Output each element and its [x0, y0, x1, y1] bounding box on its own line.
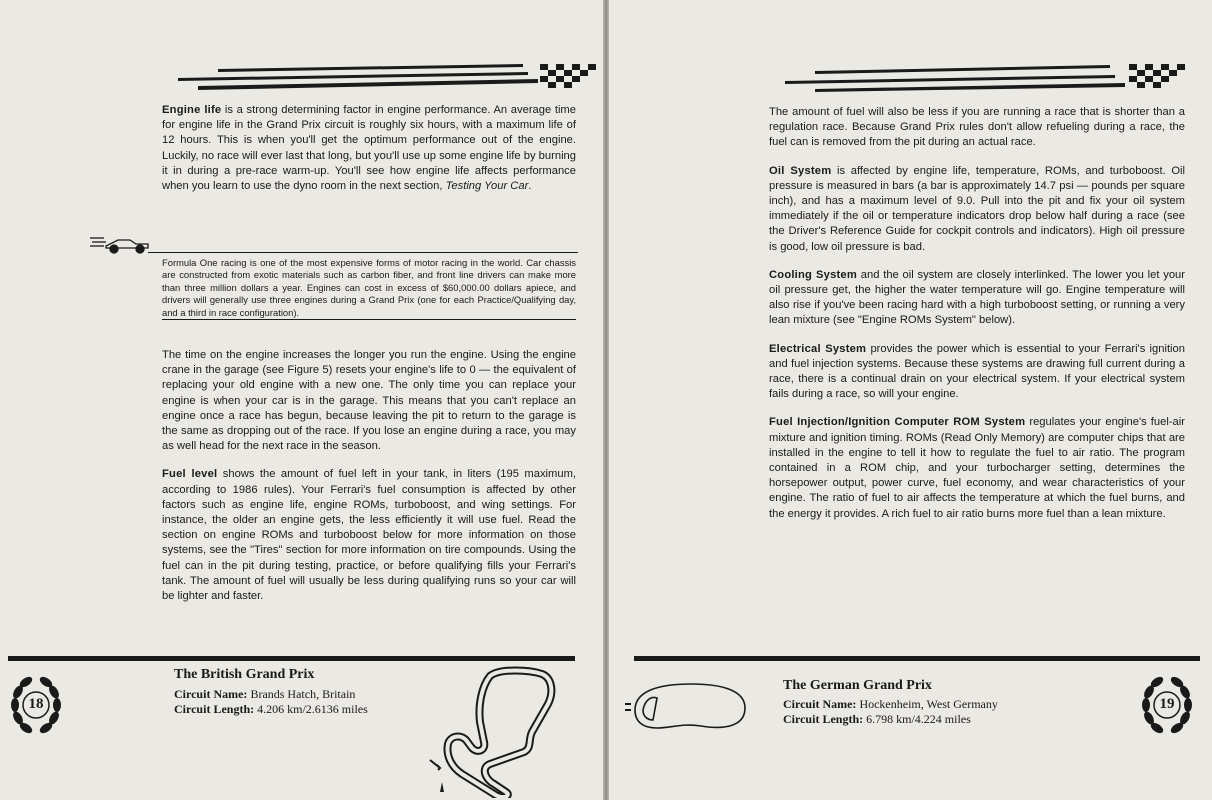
paragraph-engine-time: The time on the engine increases the longer you run the engine. Using the engine crane in the garage (see Figure 5) resets your engine's life to 0 — the equivalent of replacing your old engine with a new one. The only time you can replace your engine is when your car is in the garage. This means that you can't replace an engine once a race has begun, because leaving the pit to return to the garage is the same as dropping out of the race. If you lose an engine during a race, you may as well head for the next race in the season.: [162, 349, 576, 453]
circuit-length-label: Circuit Length:: [783, 712, 864, 726]
paragraph-text: is a strong determining factor in engine performance. An average time for engine life in the Grand Prix circuit is roughly six hours, with a maximum life of 12 hours. This is when you'll get the optimum performance out of the engine. Luckily, no race will ever last that long, but you'll use up some engine life by burning it in during a pre-race warm-up. You'll see how engine life affects performance when you learn to use the dyno room in the next section,: [162, 104, 576, 193]
term-cooling-system: Cooling System: [769, 268, 858, 281]
left-body-bottom: [162, 348, 576, 617]
sidebar-note: Formula One racing is one of the most expensive forms of motor racing in the world. Car chassis are constructed from exotic materials such as carbon fiber, and front line drivers can make more than three million dollars a year. Engines can cost in excess of $60,000.00 dollars apiece, and drivers will generally use three engines during a Grand Prix (one for each Practice/Qualifying day, and a third in race configuration).: [162, 257, 576, 320]
paragraph-text: provides the power which is essential to your Ferrari's ignition and fuel injection systems. Because these systems are drawing full current during a race, there is a continual drain on your electrical system. If your electrical system fails during a race, so will your engine.: [769, 342, 1185, 401]
paragraph-fuel-amount: The amount of fuel will also be less if you are running a race that is shorter than a regulation race. Because Grand Prix rules don't allow refueling during a race, the fuel can is removed from the pit during an actual race.: [769, 106, 1185, 149]
page-number: 19: [1159, 696, 1175, 712]
page-number: 18: [28, 696, 44, 712]
paragraph-text: shows the amount of fuel left in your tank, in liters (195 maximum, according to 1986 rules). Your Ferrari's fuel consumption is affected by other factors such as engine life, engine ROMs, turboboost, and wing settings. For instance, the older an engine gets, the less efficiently it will use fuel. Read the section on engine ROMs and turboboost below for more information on those systems, see the "Tires" section for more information on tire compounds. Using the fuel can in the pit during testing, practice, or before qualifying fills your Ferrari's tank. The amount of fuel will usually be less during qualifying runs so your car will be lighter and faster.: [162, 468, 576, 603]
paragraph-fuel-level: [162, 467, 576, 604]
left-body-top: [162, 103, 576, 207]
circuit-name-line: [174, 687, 355, 702]
term-oil-system: Oil System: [769, 164, 832, 177]
paragraph-rom-system: [769, 415, 1185, 521]
reference-testing-your-car: Testing Your Car: [445, 180, 529, 193]
right-body: [769, 105, 1185, 535]
paragraph-text: regulates your engine's fuel-air mixture and ignition timing. ROMs (Read Only Memory) are computer chips that are installed in the engine to tell it how to regulate the fuel to air ratio. The program contained in a ROM chip, and your turbocharger setting, determines the horsepower output, power curve, fuel economy, and wear characteristics of your engine. The ratio of fuel to air affects the temperature at which the fuel burns, and the energy it provides. A rich fuel to air ratio burns more fuel than a lean mixture.: [769, 416, 1185, 520]
circuit-name: Brands Hatch, Britain: [250, 687, 356, 701]
circuit-length-label: Circuit Length:: [174, 702, 255, 716]
right-page: [609, 0, 1212, 800]
circuit-length: 6.798 km/4.224 miles: [866, 712, 971, 726]
paragraph-text: and the oil system are closely interlinked. The lower you let your oil pressure get, the higher the water temperature will go. Engine temperature will also rise if you've been racing hard with a high turboboost setting, or running a very lean mixture (see "Engine ROMs System" below).: [769, 268, 1185, 327]
circuit-name-label: Circuit Name:: [783, 697, 857, 711]
circuit-name-label: Circuit Name:: [174, 687, 248, 701]
circuit-length: 4.206 km/2.6136 miles: [257, 702, 368, 716]
footer-rule: [634, 656, 1200, 661]
circuit-name: Hockenheim, West Germany: [859, 697, 998, 711]
brands-hatch-track-map: [420, 664, 570, 798]
left-page: [0, 0, 603, 800]
paragraph-oil-system: [769, 164, 1185, 255]
circuit-length-line: [174, 702, 368, 717]
checkered-flag-header: [178, 62, 603, 94]
term-fuel-level: Fuel level: [162, 468, 218, 481]
paragraph-cooling-system: [769, 268, 1185, 329]
circuit-length-line: [783, 712, 971, 727]
sidebar-top-rule: [148, 252, 578, 253]
checkered-flag-header: [785, 62, 1195, 94]
footer-rule: [8, 656, 575, 661]
term-rom-system: Fuel Injection/Ignition Computer ROM System: [769, 416, 1026, 429]
term-engine-life: Engine life: [162, 104, 222, 116]
paragraph-electrical-system: [769, 342, 1185, 403]
race-car-icon: [90, 232, 152, 256]
paragraph-engine-life: [162, 103, 576, 194]
paragraph-tail: .: [528, 180, 532, 193]
hockenheim-track-map: [621, 676, 751, 736]
term-electrical-system: Electrical System: [769, 342, 867, 355]
paragraph-text: is affected by engine life, temperature, ROMs, and turboboost. Oil pressure is measured in bars (a bar is approximately 14.7 psi — pounds per square inch), and has a maximum level of 9.0. Pull into the pit and fix your oil system immediately if the oil or temperature indicators drop below half during a race (see the Driver's Reference Guide for cockpit controls and indicators). High oil pressure is good, low oil pressure is bad.: [769, 164, 1186, 253]
track-title: The British Grand Prix: [174, 667, 315, 682]
track-title: The German Grand Prix: [783, 678, 932, 693]
circuit-name-line: [783, 697, 998, 712]
